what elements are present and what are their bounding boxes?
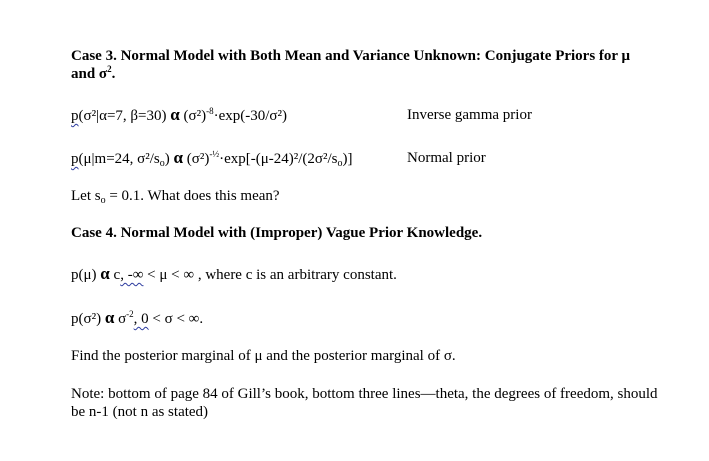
normal-prior-formula: p(μ|m=24, $\sigma^2/s_o$) α $(\sigma^2)^{-\frac{1}{2}}\cdot\exp[-(\mu-24)^2/(2\sigma^2/s_o)]$	[71, 148, 353, 169]
case3-heading-line1	[71, 47, 630, 65]
proportional-symbol: α	[104, 308, 115, 327]
case3-heading-line2: and $\sigma^2$.	[71, 64, 116, 82]
proportional-symbol: α	[100, 264, 110, 283]
vague-prior-mu: p(μ) α c, -∞ < μ < ∞ , where c is an arbitrary constant.	[71, 264, 397, 283]
proportional-symbol: α	[173, 148, 184, 167]
so-question: Let $s_o = 0.1$. What does this mean?	[71, 188, 280, 206]
note-text: Note: bottom of page 84 of Gill’s book, bottom three lines—theta, the degrees of freedom, should be n-1 (not n as stated)	[71, 386, 658, 420]
find-posterior-text: Find the posterior marginal of μ and the posterior marginal of σ.	[71, 348, 456, 364]
proportional-symbol: α	[170, 105, 180, 124]
inverse-gamma-label: Inverse gamma prior	[407, 107, 532, 123]
normal-prior-label: Normal prior	[407, 150, 486, 166]
case4-heading: Case 4. Normal Model with (Improper) Vague Prior Knowledge.	[71, 225, 483, 241]
inverse-gamma-formula: p(σ²|α=7, β=30) α $(\sigma^2)^{-8}\cdot\exp(-30/\sigma^2)$	[71, 105, 287, 124]
case3-heading-text: Case 3. Normal Model with Both Mean and Variance Unknown: Conjugate Priors for μ	[71, 48, 631, 64]
vague-prior-sigma: p(σ²) α $\sigma^{-2}$, 0 < σ < ∞.	[71, 308, 204, 327]
